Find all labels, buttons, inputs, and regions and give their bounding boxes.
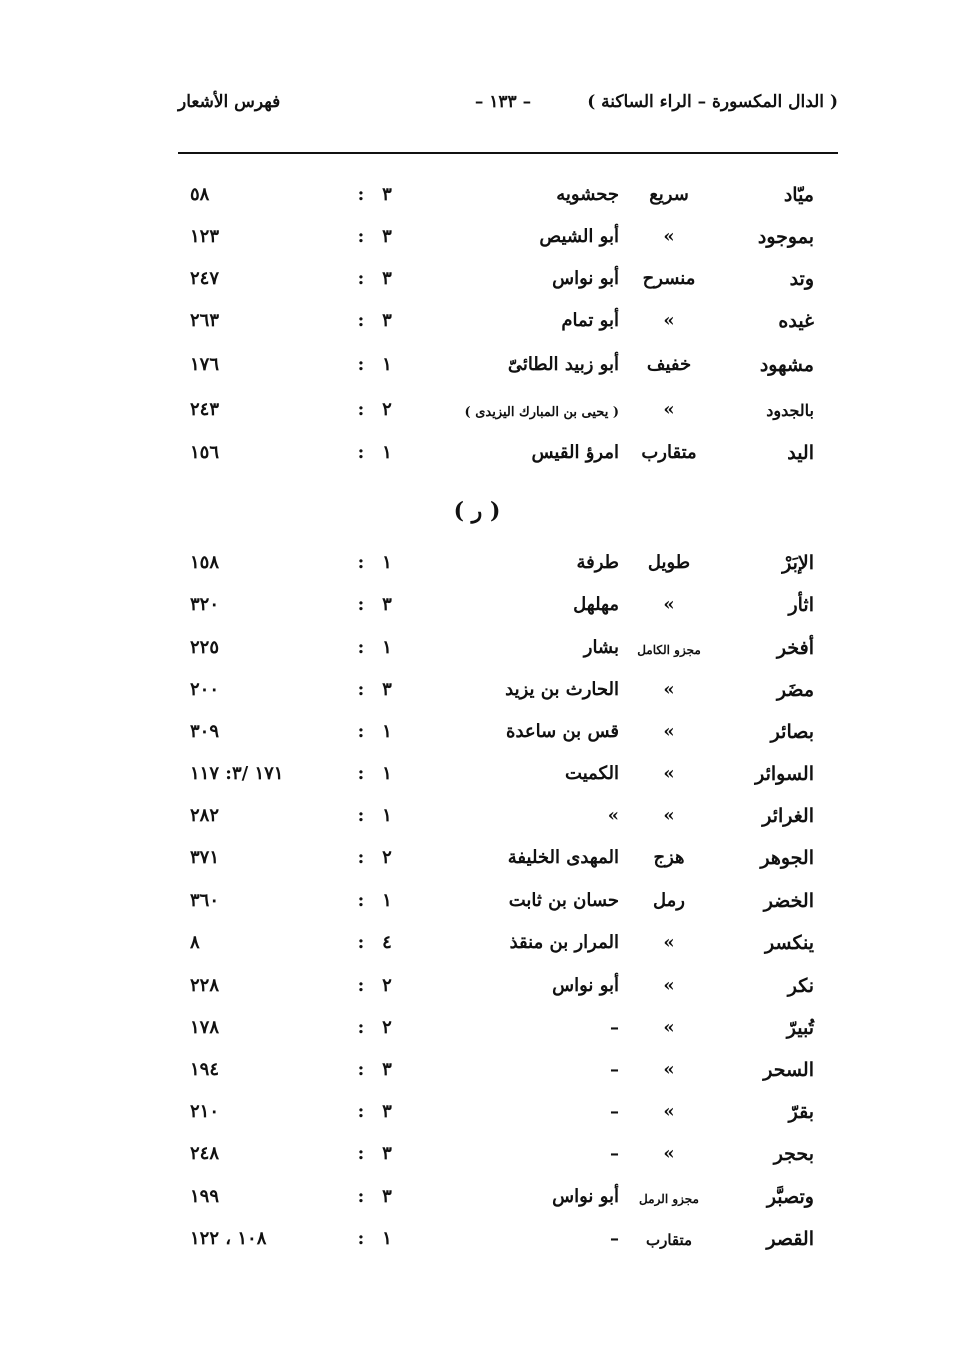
separator: : — [357, 268, 365, 289]
meter: متقارب — [641, 442, 697, 463]
poet: المهدى الخليفة — [507, 847, 619, 868]
separator: : — [357, 310, 365, 331]
separator: : — [357, 1017, 365, 1038]
volume: ١ — [382, 552, 392, 573]
index-row — [0, 1182, 954, 1216]
index-row — [0, 1097, 954, 1131]
separator: : — [357, 847, 365, 868]
poet: أبو نواس — [552, 268, 619, 289]
volume: ٣ — [382, 594, 392, 615]
meter: خفيف — [646, 354, 692, 375]
meter: مجزو الرمل — [639, 1192, 699, 1206]
meter: » — [663, 594, 675, 615]
page-ref: ١٩٩ — [190, 1186, 220, 1207]
page-ref: ٢٤٣ — [190, 399, 220, 420]
index-row — [0, 633, 954, 667]
separator: : — [357, 721, 365, 742]
poet: بشار — [583, 637, 619, 658]
rhyme-word: تُبيرّ — [786, 1017, 814, 1039]
separator: : — [357, 1059, 365, 1080]
volume: ٣ — [382, 1143, 392, 1164]
header-rule — [178, 152, 838, 154]
volume: ١ — [382, 805, 392, 826]
poet: أبو الشيص — [539, 226, 619, 247]
page-ref: ١٩٤ — [190, 1059, 220, 1080]
volume: ٣ — [382, 184, 392, 205]
index-row — [0, 928, 954, 962]
rhyme-word: الجوهر — [760, 847, 814, 869]
page-ref: ٣٢٠ — [190, 594, 220, 615]
meter: » — [663, 399, 675, 420]
meter: طويل — [647, 552, 691, 573]
rhyme-word: السحر — [763, 1059, 814, 1081]
section-title: ( الدال المكسورة – الراء الساكنة ) — [587, 92, 838, 112]
rhyme-word: الغرائر — [762, 805, 814, 827]
poet: أبو زبيد الطائىّ — [507, 354, 619, 375]
meter: » — [663, 721, 675, 742]
index-row — [0, 306, 954, 340]
volume: ٣ — [382, 226, 392, 247]
rhyme-word: ميّاد — [783, 184, 814, 206]
poet: قس بن ساعدة — [506, 721, 619, 742]
page-number: – ١٣٣ – — [474, 92, 532, 112]
separator: : — [357, 932, 365, 953]
meter: » — [663, 1017, 675, 1038]
volume: ١ — [382, 637, 392, 658]
poet: الكميت — [565, 763, 619, 784]
separator: : — [357, 890, 365, 911]
index-row — [0, 438, 954, 472]
volume: ٢ — [382, 975, 392, 996]
page-ref: ١٠٨ ، ١٢٢ — [190, 1228, 267, 1249]
meter: » — [663, 932, 675, 953]
poet: » — [607, 805, 619, 826]
poet: مهلهل — [573, 594, 619, 615]
separator: : — [357, 399, 365, 420]
rhyme-word: نكر — [787, 975, 814, 997]
rhyme-word: مضَر — [776, 679, 814, 701]
index-row — [0, 1055, 954, 1089]
poet: – — [610, 1017, 619, 1038]
poet: ( يحيى بن المبارك اليزيدى ) — [464, 405, 619, 420]
volume: ٢ — [382, 847, 392, 868]
rhyme-word: اثأر — [788, 594, 814, 616]
page-ref: ٨ — [190, 932, 200, 953]
separator: : — [357, 637, 365, 658]
rhyme-word: غيده — [778, 310, 814, 332]
separator: : — [357, 442, 365, 463]
page-ref: ١٥٦ — [190, 442, 220, 463]
rhyme-word: القصر — [766, 1228, 814, 1250]
rhyme-word: أفخر — [776, 637, 814, 659]
index-row — [0, 886, 954, 920]
rhyme-word: بصائر — [770, 721, 814, 743]
volume: ٣ — [382, 268, 392, 289]
separator: : — [357, 1143, 365, 1164]
page-ref: ٢٤٨ — [190, 1143, 220, 1164]
rhyme-word: وتصبَّر — [766, 1186, 814, 1208]
meter: » — [663, 679, 675, 700]
page-ref: ٢٢٥ — [190, 637, 220, 658]
volume: ١ — [382, 763, 392, 784]
separator: : — [357, 1186, 365, 1207]
page-ref: ٢١٠ — [190, 1101, 220, 1122]
meter: » — [663, 763, 675, 784]
index-row — [0, 1139, 954, 1173]
separator: : — [357, 184, 365, 205]
rhyme-word: بالجدود — [766, 401, 814, 420]
index-row — [0, 350, 954, 384]
meter: رمل — [653, 890, 685, 911]
volume: ١ — [382, 354, 392, 375]
page-ref: ٢٠٠ — [190, 679, 220, 700]
separator: : — [357, 354, 365, 375]
index-row — [0, 675, 954, 709]
volume: ٣ — [382, 1101, 392, 1122]
volume: ١ — [382, 1228, 392, 1249]
index-title: فهرس الأشعار — [178, 92, 281, 112]
page-ref: ٢٨٢ — [190, 805, 220, 826]
page-ref: ١٧٦ — [190, 354, 220, 375]
page-ref: ٢٢٨ — [190, 975, 220, 996]
separator: : — [357, 763, 365, 784]
page-header — [178, 92, 838, 124]
page-ref: ١٧٨ — [190, 1017, 220, 1038]
poet: أبو نواس — [552, 975, 619, 996]
meter: » — [663, 1101, 675, 1122]
separator: : — [357, 679, 365, 700]
meter: منسرح — [642, 268, 696, 289]
poet: – — [610, 1143, 619, 1164]
rhyme-word: مشهود — [759, 354, 814, 376]
rhyme-word: بموجود — [757, 226, 814, 248]
rhyme-word: وتد — [789, 268, 814, 290]
rhyme-word: ينكسر — [765, 932, 814, 954]
index-row — [0, 222, 954, 256]
poet: أبو تمام — [561, 310, 619, 331]
poet: – — [610, 1101, 619, 1122]
meter: هزج — [653, 847, 685, 868]
index-row — [0, 264, 954, 298]
separator: : — [357, 1101, 365, 1122]
index-row — [0, 1013, 954, 1047]
index-row — [0, 395, 954, 429]
meter: » — [663, 1143, 675, 1164]
volume: ٢ — [382, 1017, 392, 1038]
rhyme-word: بحجر — [773, 1143, 814, 1165]
separator: : — [357, 975, 365, 996]
page-ref: ١٧١ /٣: ١١٧ — [190, 763, 284, 784]
index-row — [0, 971, 954, 1005]
page-ref: ٥٨ — [190, 184, 210, 205]
meter: مجزو الكامل — [637, 643, 701, 657]
meter: متقارب — [645, 1231, 693, 1249]
poet: المرار بن منقذ — [509, 932, 619, 953]
separator: : — [357, 226, 365, 247]
rhyme-word: الإبَرْ — [782, 552, 814, 574]
index-row — [0, 759, 954, 793]
poet: أبو نواس — [552, 1186, 619, 1207]
volume: ١ — [382, 442, 392, 463]
poet: طرفة — [576, 552, 619, 573]
index-row — [0, 717, 954, 751]
page-ref: ٣٦٠ — [190, 890, 220, 911]
page-ref: ٢٤٧ — [190, 268, 220, 289]
volume: ٣ — [382, 1186, 392, 1207]
separator: : — [357, 552, 365, 573]
meter: » — [663, 1059, 675, 1080]
poet: جحشويه — [556, 184, 619, 205]
volume: ٣ — [382, 679, 392, 700]
page-ref: ٣٠٩ — [190, 721, 220, 742]
volume: ١ — [382, 721, 392, 742]
meter: » — [663, 226, 675, 247]
meter: » — [663, 805, 675, 826]
volume: ٣ — [382, 310, 392, 331]
index-row — [0, 180, 954, 214]
page-ref: ٣٧١ — [190, 847, 220, 868]
index-row — [0, 590, 954, 624]
index-row — [0, 801, 954, 835]
meter: » — [663, 310, 675, 331]
rhyme-word: بقرّ — [788, 1101, 814, 1123]
rhyme-word: السوائر — [755, 763, 814, 785]
poet: حسان بن ثابت — [508, 890, 619, 911]
separator: : — [357, 805, 365, 826]
index-row — [0, 548, 954, 582]
separator: : — [357, 594, 365, 615]
meter: » — [663, 975, 675, 996]
volume: ١ — [382, 890, 392, 911]
volume: ٣ — [382, 1059, 392, 1080]
rhyme-word: اليد — [787, 442, 814, 464]
index-row — [0, 843, 954, 877]
poet: – — [610, 1228, 619, 1249]
poet: الحارث بن يزيد — [505, 679, 619, 700]
poet: امرؤ القيس — [531, 442, 619, 463]
page-ref: ١٥٨ — [190, 552, 220, 573]
page-ref: ٢٦٣ — [190, 310, 220, 331]
section-heading-ra: ( ر ) — [453, 498, 501, 524]
rhyme-word: الخضر — [763, 890, 814, 912]
page-ref: ١٢٣ — [190, 226, 220, 247]
poet: – — [610, 1059, 619, 1080]
volume: ٢ — [382, 399, 392, 420]
index-row — [0, 1224, 954, 1258]
separator: : — [357, 1228, 365, 1249]
meter: سريع — [649, 184, 689, 205]
volume: ٤ — [382, 932, 392, 953]
